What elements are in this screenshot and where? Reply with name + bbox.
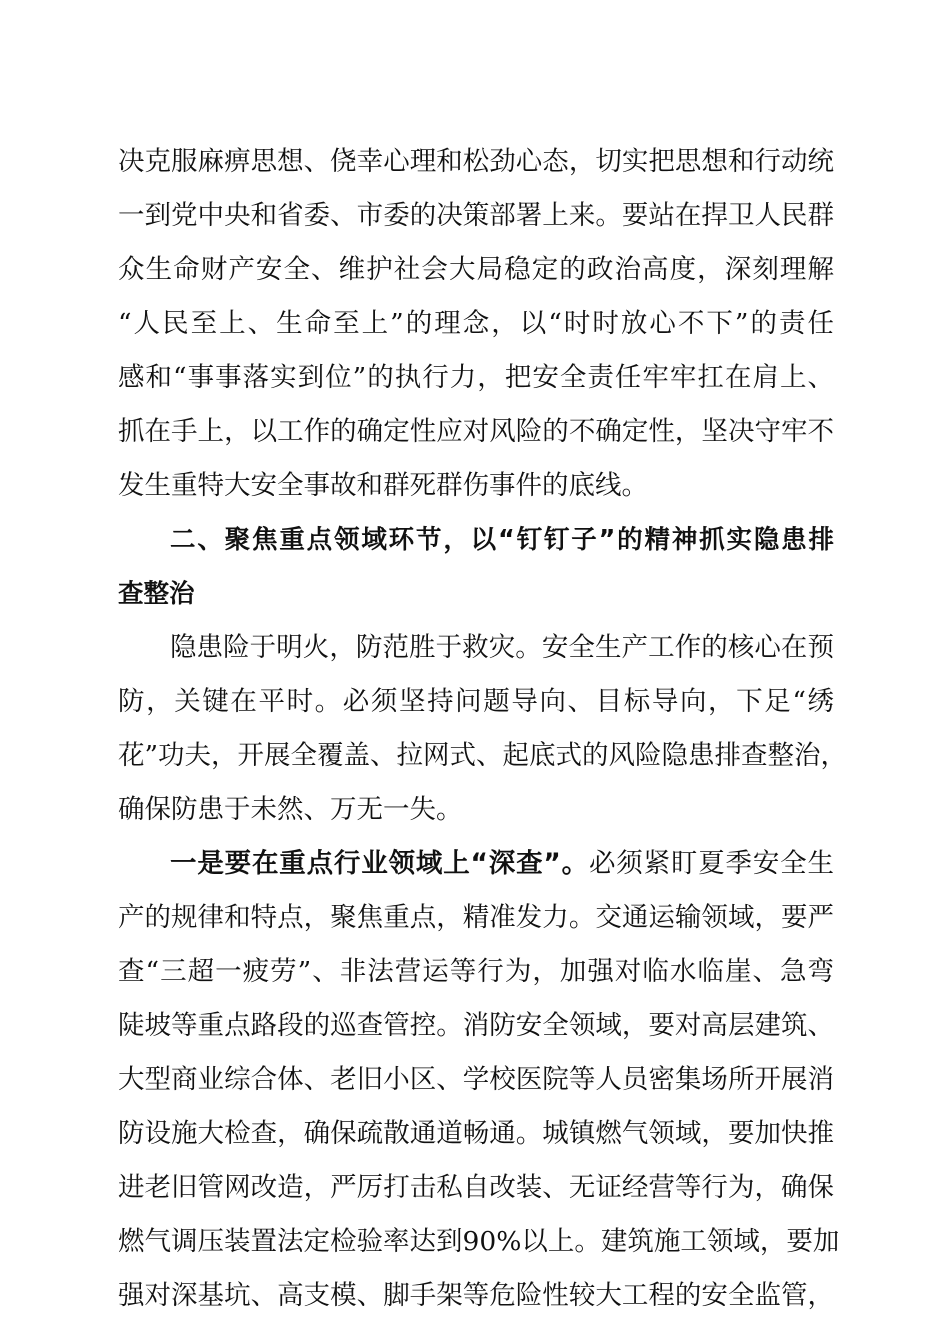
text-line: 防，关键在平时。必须坚持问题导向、目标导向，下足“绣 [118, 686, 834, 717]
text-line: 隐患险于明火，防范胜于救灾。安全生产工作的核心在预 [170, 632, 834, 663]
text-line: 陡坡等重点路段的巡查管控。消防安全领域，要对高层建筑、 [118, 1010, 834, 1041]
text-line: 发生重特大安全事故和群死群伤事件的底线。 [118, 470, 648, 501]
text-line: “人民至上、生命至上”的理念，以“时时放心不下”的责任 [118, 308, 834, 339]
text-line: 一到党中央和省委、市委的决策部署上来。要站在捍卫人民群 [118, 200, 834, 231]
text-line: 决克服麻痹思想、侥幸心理和松劲心态，切实把思想和行动统 [118, 146, 834, 177]
lead-rest: 必须紧盯夏季安全生 [588, 848, 834, 879]
text-line: 确保防患于未然、万无一失。 [118, 794, 463, 825]
text-line: 进老旧管网改造，严厉打击私自改装、无证经营等行为，确保 [118, 1172, 834, 1203]
text-line: 燃气调压装置法定检验率达到90%以上。建筑施工领域，要加 [118, 1226, 840, 1257]
text-line: 众生命财产安全、维护社会大局稳定的政治高度，深刻理解 [118, 254, 834, 285]
text-line [170, 842, 834, 886]
text-line: 产的规律和特点，聚焦重点，精准发力。交通运输领域，要严 [118, 902, 834, 933]
text-line: 抓在手上，以工作的确定性应对风险的不确定性，坚决守牢不 [118, 416, 834, 447]
text-line: 花”功夫，开展全覆盖、拉网式、起底式的风险隐患排查整治， [118, 740, 848, 771]
text-line: 强对深基坑、高支模、脚手架等危险性较大工程的安全监管， [118, 1280, 834, 1311]
heading-line: 二、聚焦重点领域环节，以“钉钉子”的精神抓实隐患排 [170, 525, 834, 555]
text-line: 查“三超一疲劳”、非法营运等行为，加强对临水临崖、急弯 [118, 956, 834, 987]
heading-line: 查整治 [118, 579, 195, 609]
lead-phrase: 一是要在重点行业领域上“深查”。 [170, 848, 589, 879]
text-line: 防设施大检查，确保疏散通道畅通。城镇燃气领域，要加快推 [118, 1118, 834, 1149]
text-line: 感和“事事落实到位”的执行力，把安全责任牢牢扛在肩上、 [118, 362, 834, 393]
text-line: 大型商业综合体、老旧小区、学校医院等人员密集场所开展消 [118, 1064, 834, 1095]
